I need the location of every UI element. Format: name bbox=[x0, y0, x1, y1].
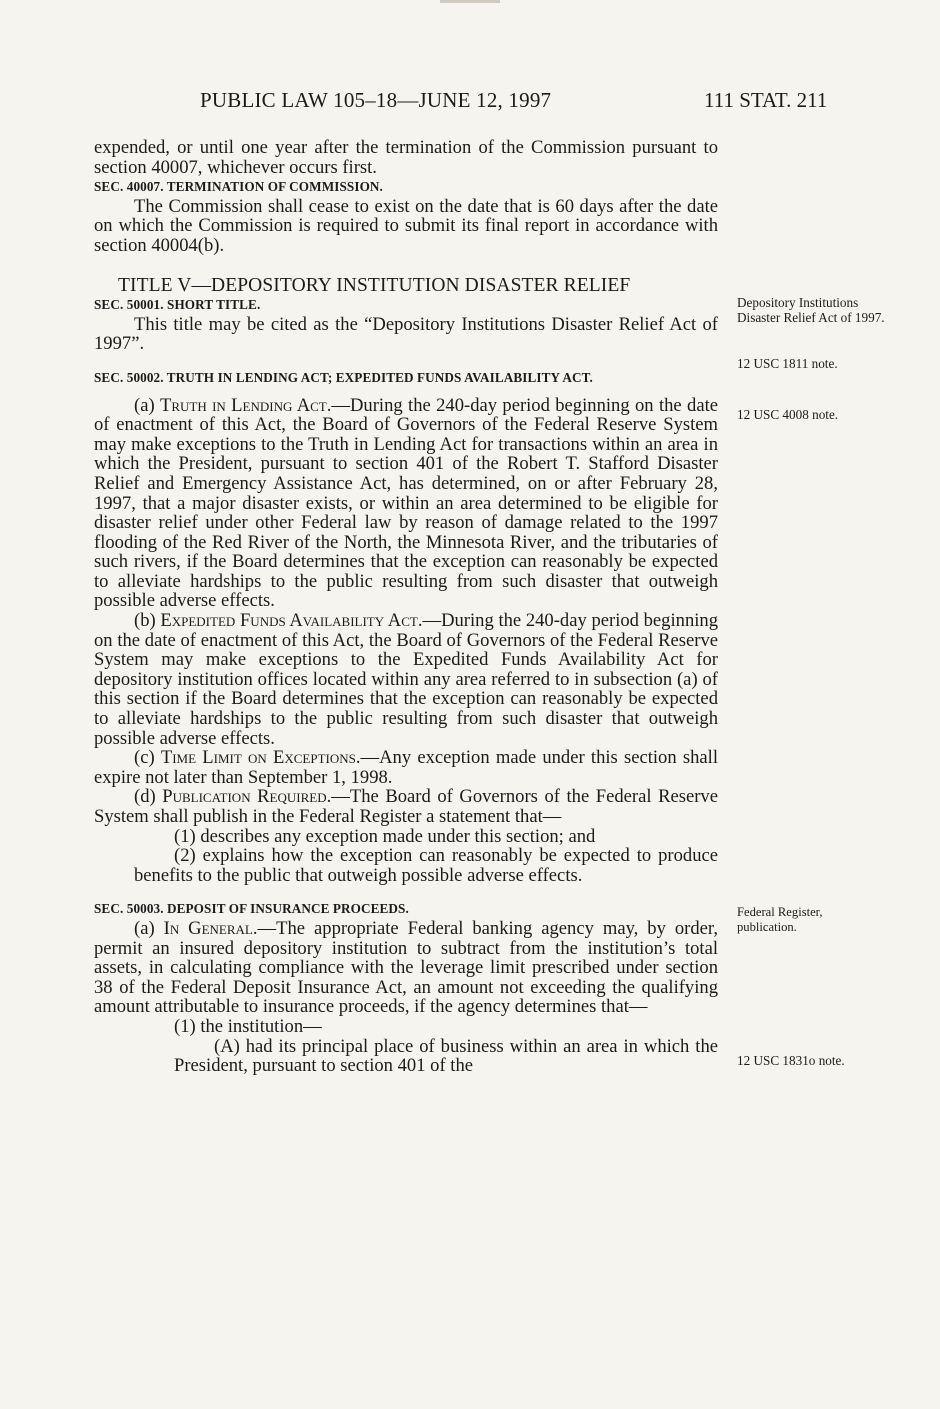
body-text bbox=[94, 138, 718, 1076]
paragraph-d2 bbox=[94, 846, 718, 885]
section-heading-50003: SEC. 50003. DEPOSIT OF INSURANCE PROCEEDS. bbox=[94, 901, 409, 917]
subsection-b-prefix: (b) bbox=[134, 610, 161, 632]
subsection-b-text: .—During the 240-day period beginning on the date of enactment of this Act, the Board of Governors of the Federal Reserve System may make exceptions to the Expedited Funds Availability Act for depository institution offices located within any area referred to in subsection (a) of this section if the Board determines that the exception can reasonably be expected to alleviate hardships to the public resulting from such disaster that outweigh possible adverse effects. bbox=[94, 610, 719, 749]
running-head: PUBLIC LAW 105–18—JUNE 12, 1997 bbox=[200, 88, 552, 112]
margin-note-usc-1831o: 12 USC 1831o note. bbox=[737, 1053, 845, 1068]
subsection-d-text: .—The Board of Governors of the Federal Reserve System shall publish in the Federal Register a statement that— bbox=[94, 786, 718, 827]
paragraph-d2-text: (2) explains how the exception can reasonably be expected to produce benefits to the public that outweigh possible adverse effects. bbox=[134, 845, 718, 886]
subsection-d-heading: Publication Required bbox=[162, 786, 327, 808]
subsection-50003-a-text: .—The appropriate Federal banking agency may, by order, permit an insured depository institution to subtract from the institution’s total assets, in calculating compliance with the leverage limit prescribed under section 38 of the Federal Deposit Insurance Act, an amount not exceeding the qualifying amount attributable to insurance proceeds, if the agency determines that— bbox=[94, 917, 719, 1018]
subsection-50003-a-heading: In General bbox=[163, 917, 253, 939]
subsection-50003-a-prefix: (a) bbox=[134, 917, 164, 939]
subsection-b-heading: Expedited Funds Availability Act bbox=[160, 610, 418, 632]
subsection-c-heading: Time Limit on Exceptions bbox=[160, 747, 356, 769]
subsection-c bbox=[94, 748, 718, 787]
paragraph-50003-aA: (A) had its principal place of business within an area in which the President, pursuant to section 401 of the bbox=[174, 1035, 718, 1077]
section-heading-50001: SEC. 50001. SHORT TITLE. bbox=[94, 297, 261, 313]
statute-page-number: 111 STAT. 211 bbox=[704, 88, 828, 112]
paragraph-50003-a1: (1) the institution— bbox=[174, 1015, 322, 1037]
margin-note-usc-1811: 12 USC 1811 note. bbox=[737, 356, 838, 371]
paragraph-40007: The Commission shall cease to exist on the date that is 60 days after the date on which the Commission is required to submit its final report in accordance with section 40004(b). bbox=[94, 195, 718, 256]
subsection-c-prefix: (c) bbox=[134, 747, 161, 769]
subsection-d bbox=[94, 787, 718, 826]
subsection-50003-a bbox=[94, 919, 718, 1017]
section-heading-50002: SEC. 50002. TRUTH IN LENDING ACT; EXPEDITED FUNDS AVAILABILITY ACT. bbox=[94, 369, 593, 385]
paragraph-d1: (1) describes any exception made under this section; and bbox=[174, 825, 596, 847]
subsection-a-prefix: (a) bbox=[134, 394, 160, 416]
subsection-b bbox=[94, 611, 718, 748]
subsection-a-heading: Truth in Lending Act bbox=[160, 394, 327, 416]
subsection-a bbox=[94, 396, 718, 612]
margin-note-usc-4008: 12 USC 4008 note. bbox=[737, 407, 839, 422]
section-heading-40007: SEC. 40007. TERMINATION OF COMMISSION. bbox=[94, 179, 383, 195]
margin-note-title-v: Depository Institutions Disaster Relief Act of 1997. bbox=[737, 295, 885, 325]
paragraph-50001: This title may be cited as the “Depository Institutions Disaster Relief Act of 1997”. bbox=[94, 313, 718, 355]
title-v-heading: TITLE V—DEPOSITORY INSTITUTION DISASTER RELIEF bbox=[118, 274, 631, 296]
subsection-d-prefix: (d) bbox=[134, 786, 163, 808]
margin-note-federal-register: Federal Register, publication. bbox=[737, 905, 823, 934]
scan-artifact bbox=[440, 0, 500, 3]
paragraph-expended: expended, or until one year after the termination of the Commission pursuant to section 40007, whichever occurs first. bbox=[94, 137, 718, 178]
subsection-a-text: .—During the 240-day period beginning on the date of enactment of this Act, the Board of Governors of the Federal Reserve System may make exceptions to the Truth in Lending Act for transactions within an area in which the President, pursuant to section 401 of the Robert T. Stafford Disaster Relief and Emergency Assistance Act, has determined, on or after February 28, 1997, that a major disaster exists, or within an area determined to be eligible for disaster relief under other Federal law by reason of damage related to the 1997 flooding of the Red River of the North, the Minnesota River, and the tributaries of such rivers, if the Board determines that the exception can reasonably be expected to alleviate hardships to the public resulting from such disaster that outweigh possible adverse effects. bbox=[94, 394, 718, 612]
subsection-c-text: .—Any exception made under this section shall expire not later than September 1, 1998. bbox=[94, 747, 718, 788]
